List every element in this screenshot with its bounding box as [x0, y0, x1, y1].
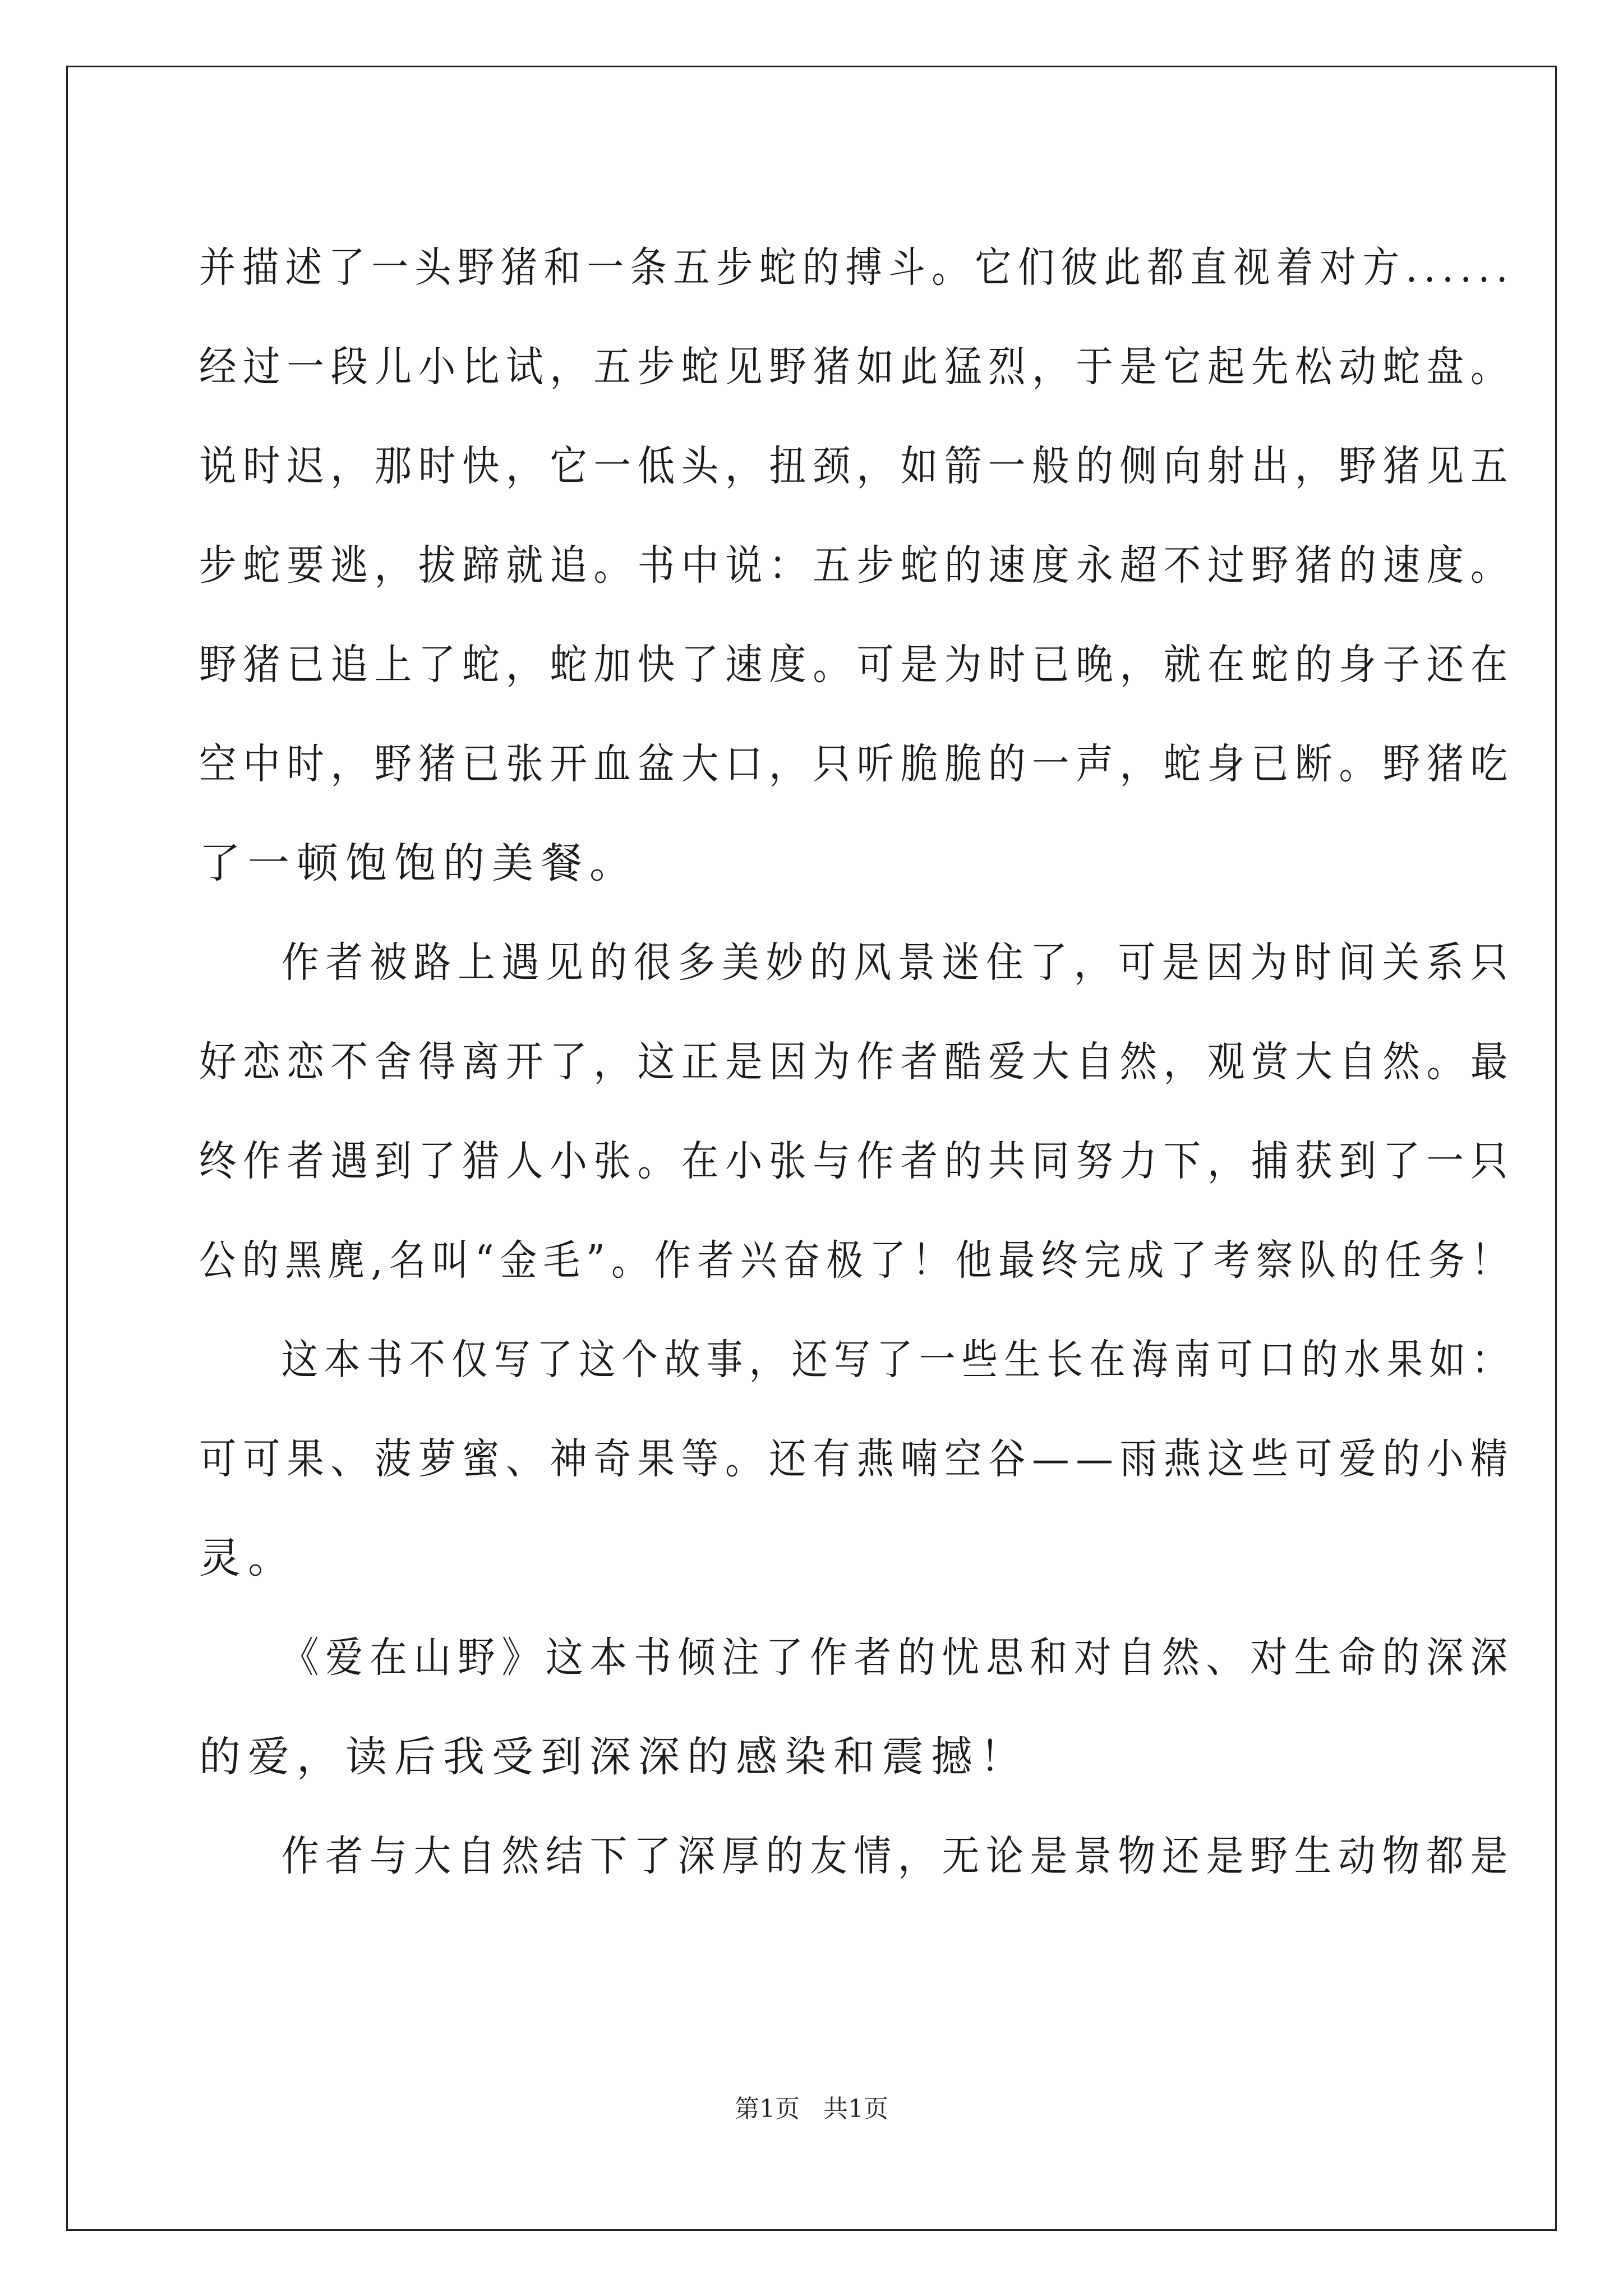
- text-line: 经过一段儿小比试，五步蛇见野猪如此猛烈，于是它起先松动蛇盘。: [199, 343, 1514, 391]
- text-line: 灵。: [199, 1534, 297, 1582]
- paragraph-first-line: 这本书不仅写了这个故事，还写了一些生长在海南可口的水果如：: [282, 1336, 1514, 1384]
- text-line: 野猪已追上了蛇，蛇加快了速度。可是为时已晚，就在蛇的身子还在: [199, 641, 1514, 689]
- paragraph-first-line: 作者被路上遇见的很多美妙的风景迷住了，可是因为时间关系只: [282, 938, 1514, 987]
- text-line: 公的黑麂,名叫“金毛”。作者兴奋极了！他最终完成了考察队的任务！: [199, 1236, 1514, 1285]
- paragraph-first-line: 《爱在山野》这本书倾注了作者的忧思和对自然、对生命的深深: [282, 1634, 1514, 1682]
- text-line: 空中时，野猪已张开血盆大口，只听脆脆的一声，蛇身已断。野猪吃: [199, 740, 1514, 788]
- text-line: 说时迟，那时快，它一低头，扭颈，如箭一般的侧向射出，野猪见五: [199, 442, 1514, 490]
- text-line: 了一顿饱饱的美餐。: [199, 839, 638, 887]
- text-line: 可可果、菠萝蜜、神奇果等。还有燕喃空谷——雨燕这些可爱的小精: [199, 1435, 1514, 1483]
- paragraph-first-line: 作者与大自然结下了深厚的友情，无论是景物还是野生动物都是: [282, 1832, 1514, 1880]
- text-line: 终作者遇到了猎人小张。在小张与作者的共同努力下，捕获到了一只: [199, 1137, 1514, 1185]
- text-line: 好恋恋不舍得离开了，这正是因为作者酷爱大自然，观赏大自然。最: [199, 1038, 1514, 1086]
- text-line: 的爱，读后我受到深深的感染和震撼！: [199, 1733, 1029, 1781]
- page-footer: 第1页 共1页: [735, 2095, 888, 2123]
- text-line: 步蛇要逃，拔蹄就追。书中说：五步蛇的速度永超不过野猪的速度。: [199, 541, 1514, 590]
- text-line: 并描述了一头野猪和一条五步蛇的搏斗。它们彼此都直视着对方......: [199, 243, 1514, 292]
